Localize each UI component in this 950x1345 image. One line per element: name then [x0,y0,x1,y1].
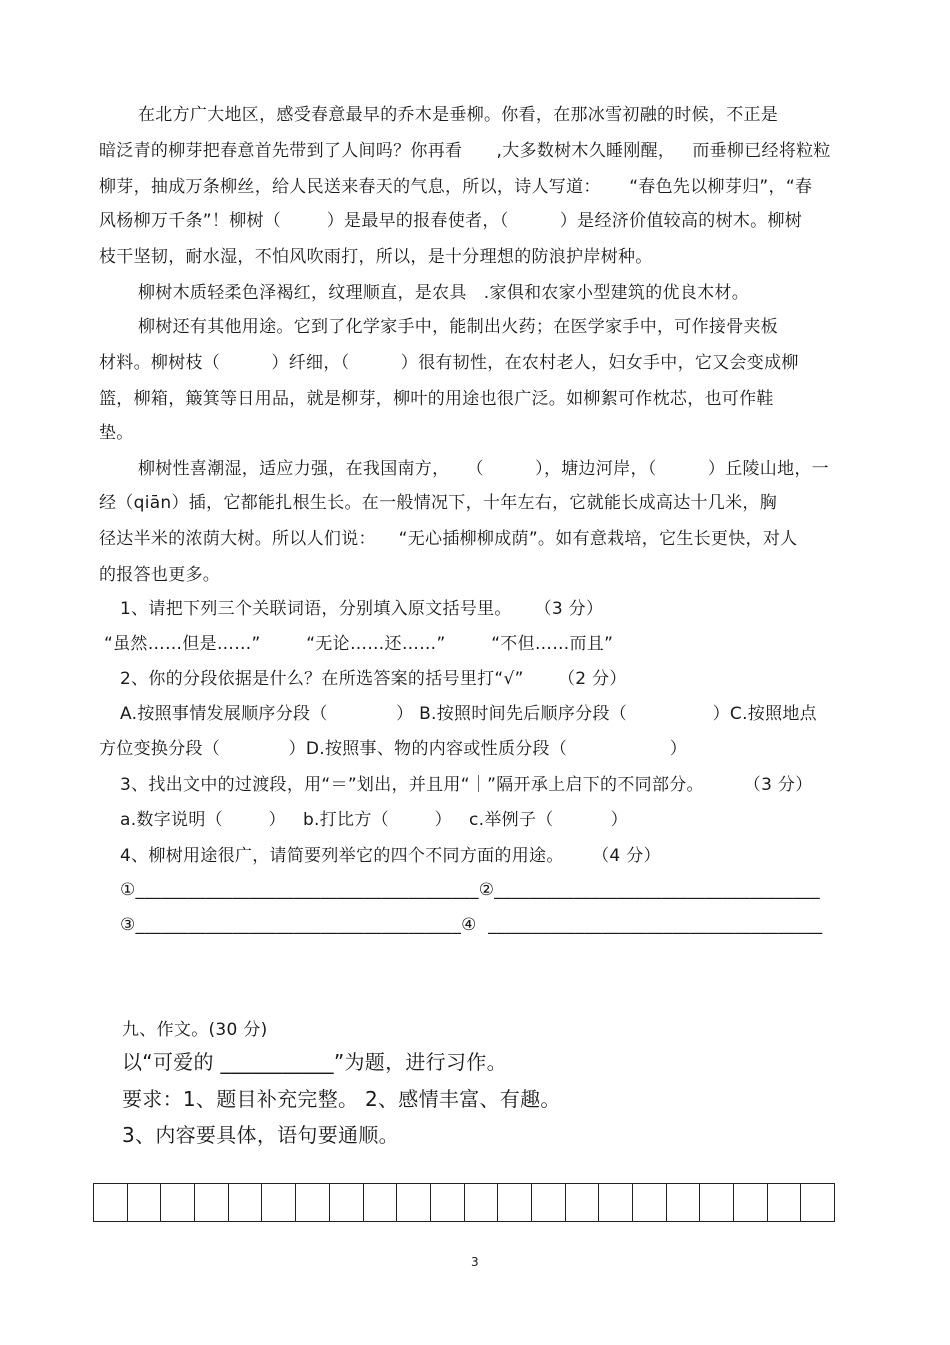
passage-line: 暗泛青的柳芽把春意首先带到了人间吗？你再看 ,大多数树木久睡刚醒， 而垂柳已经将粒粒 [99,141,831,161]
question-3-options: a.数字说明（ ） b.打比方（ ） c.举例子（ ） [120,810,628,830]
grid-cell [330,1184,364,1221]
composition-prompt: 以“可爱的 ___________”为题，进行习作。 [122,1050,507,1074]
grid-cell [364,1184,398,1221]
passage-line: 枝干坚韧，耐水湿，不怕风吹雨打，所以，是十分理想的防浪护岸树种。 [99,247,653,267]
grid-cell [195,1184,229,1221]
grid-cell [667,1184,701,1221]
passage-line: 经（qiān）插，它都能扎根生长。在一般情况下，十年左右，它就能长成高达十几米，胸 [99,493,778,513]
composition-requirement: 要求：1、题目补充完整。 2、感情丰富、有趣。 [122,1087,561,1111]
passage-line: 篮，柳箱，簸箕等日用品，就是柳芽，柳叶的用途也很广泛。如柳絮可作枕芯，也可作鞋 [99,389,774,409]
grid-cell [431,1184,465,1221]
passage-line: 垫。 [99,423,134,443]
passage-line: 柳芽，抽成万条柳丝，给人民送来春天的气息，所以，诗人写道： “春色先以柳芽归”，“春 [99,177,813,197]
grid-cell [94,1184,128,1221]
grid-cell [768,1184,802,1221]
grid-cell [498,1184,532,1221]
question-1: 1、请把下列三个关联词语，分别填入原文括号里。 （3 分） [120,599,604,619]
page-number: 3 [471,1255,479,1269]
grid-cell [532,1184,566,1221]
passage-line: 柳树还有其他用途。它到了化学家手中，能制出火药；在医学家手中，可作接骨夹板 [138,317,779,337]
composition-heading: 九、作文。(30 分) [122,1020,268,1040]
passage-line: 材料。柳树枝（ ）纤细，（ ）很有韧性，在农村老人，妇女手中，它又会变成柳 [99,353,799,373]
grid-cell [633,1184,667,1221]
grid-cell [566,1184,600,1221]
passage-line: 径达半米的浓荫大树。所以人们说： “无心插柳柳成荫”。如有意栽培，它生长更快，对人 [99,529,798,549]
grid-cell [161,1184,195,1221]
question-1-options: “虽然……但是……” “无论……还……” “不但……而且” [104,634,614,654]
grid-cell [700,1184,734,1221]
answer-line: ③_____________________________________④ ______________________________________ [120,915,823,935]
grid-cell [397,1184,431,1221]
grid-cell [599,1184,633,1221]
grid-cell [262,1184,296,1221]
grid-cell [801,1184,834,1221]
passage-line: 柳树性喜潮湿，适应力强，在我国南方， （ ），塘边河岸，（ ）丘陵山地，一 [138,459,829,479]
grid-cell [296,1184,330,1221]
question-4: 4、柳树用途很广，请简要列举它的四个不同方面的用途。 （4 分） [120,846,661,866]
question-2-options: 方位变换分段（ ）D.按照事、物的内容或性质分段（ ） [99,739,688,759]
question-2: 2、你的分段依据是什么？在所选答案的括号里打“√” （2 分） [120,669,627,689]
grid-cell [734,1184,768,1221]
question-2-options: A.按照事情发展顺序分段（ ） B.按照时间先后顺序分段（ ）C.按照地点 [120,704,817,724]
grid-cell [128,1184,162,1221]
answer-line: ①_______________________________________②_____________________________________ [120,880,820,900]
writing-grid [93,1183,835,1222]
question-3: 3、找出文中的过渡段，用“＝”划出，并且用“｜”隔开承上启下的不同部分。 （3 分） [120,775,813,795]
grid-cell [465,1184,499,1221]
grid-cell [229,1184,263,1221]
composition-requirement: 3、内容要具体，语句要通顺。 [122,1123,399,1147]
passage-line: 风杨柳万千条”！柳树（ ）是最早的报春使者，（ ）是经济价值较高的树木。柳树 [99,211,803,231]
passage-line: 在北方广大地区，感受春意最早的乔木是垂柳。你看，在那冰雪初融的时候，不正是 [138,105,779,125]
passage-line: 柳树木质轻柔色泽褐红，纹理顺直，是农具 .家俱和农家小型建筑的优良木材。 [138,283,750,303]
passage-line: 的报答也更多。 [99,565,221,585]
